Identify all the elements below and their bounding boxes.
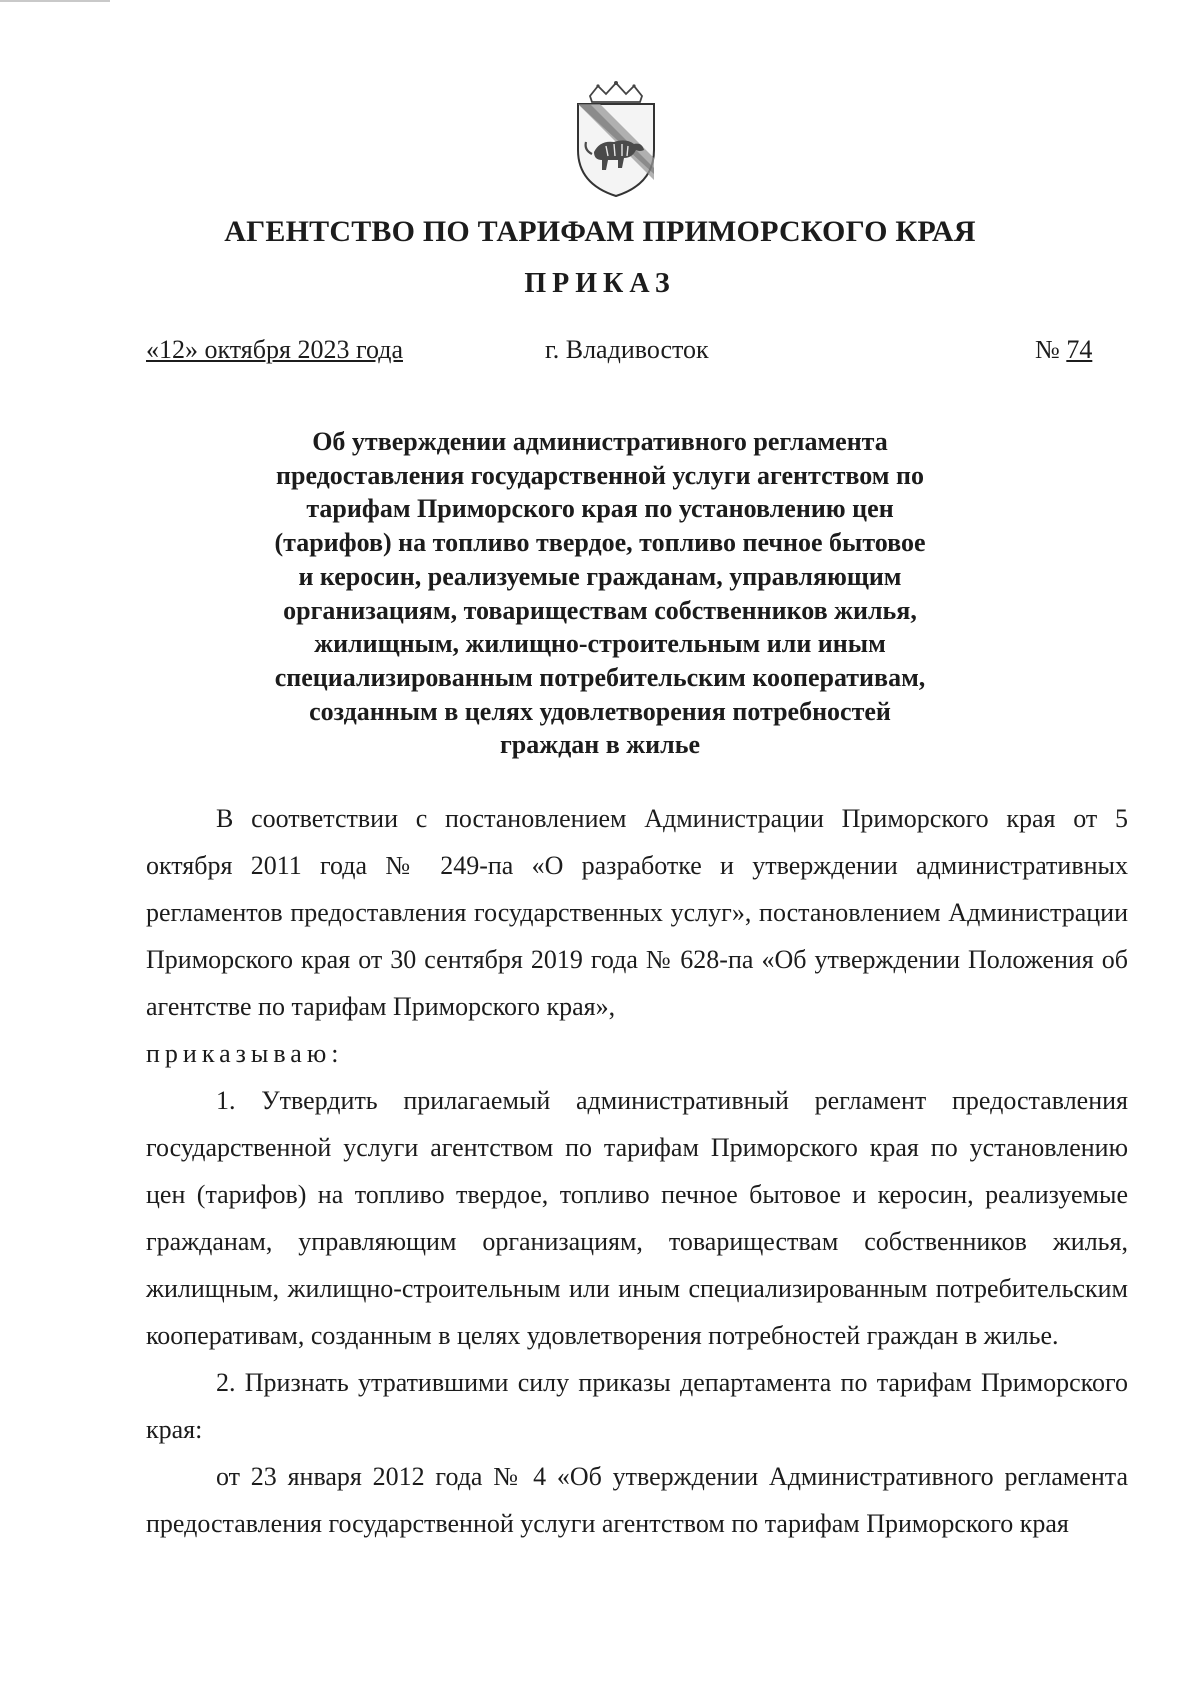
heading-line: созданным в целях удовлетворения потребностей (309, 696, 891, 726)
coat-of-arms-icon (570, 80, 662, 198)
item-1-paragraph: 1. Утвердить прилагаемый административный регламент предоставления государственной услуги агентством по тарифам Приморского края по установлению цен (тарифов) на топливо твердое, топливо печное бытовое и керосин, реализуемые гражданам, управляющим организациям, товариществам собственников жилья, жилищным, жилищно-строительным или иным специализированным потребительским кооперативам, созданным в целях удовлетворения потребностей граждан в жилье. (146, 1086, 1128, 1350)
preamble-paragraph (146, 795, 1128, 1030)
order-heading (250, 425, 950, 762)
item-2-paragraph: 2. Признать утратившими силу приказы департамента по тарифам Приморского края: (146, 1368, 1128, 1444)
order-number-value: 74 (1066, 335, 1093, 364)
item-2-sub-1-paragraph: от 23 января 2012 года № 4 «Об утверждении Административного регламента предоставления государственной услуги агентством по тарифам Приморского края (146, 1462, 1128, 1538)
heading-line: тарифам Приморского края по установлению цен (306, 494, 894, 524)
preamble-text: В соответствии с постановлением Администрации Приморского края от 5 октября 2011 года № 249-па «О разработке и утверждении административных регламентов предоставления государственных услуг», постановлением Администрации Приморского края от 30 сентября 2019 года № 628-па «Об утверждении Положения об агентстве по тарифам Приморского края», (146, 804, 1128, 1021)
organization-title: АГЕНТСТВО ПО ТАРИФАМ ПРИМОРСКОГО КРАЯ (224, 215, 976, 248)
document-type-title: ПРИКАЗ (524, 268, 676, 299)
order-word-paragraph (146, 1030, 1128, 1077)
heading-line: жилищным, жилищно-строительным или иным (314, 629, 886, 659)
order-number (1035, 334, 1092, 366)
heading-line: предоставления государственной услуги агентством по (276, 460, 924, 490)
order-body (146, 795, 1128, 1547)
heading-line: Об утверждении административного регламента (312, 427, 888, 456)
heading-line: и керосин, реализуемые гражданам, управляющим (298, 561, 902, 591)
heading-line: специализированным потребительским кооперативам, (274, 662, 926, 692)
order-number-prefix: № (1035, 335, 1060, 364)
order-date: «12» октября 2023 года (146, 335, 403, 364)
heading-line: организациям, товариществам собственников жилья, (283, 595, 917, 625)
heading-line: граждан в жилье (499, 730, 700, 760)
order-city: г. Владивосток (545, 335, 709, 364)
order-word: приказываю: (146, 1039, 344, 1068)
scan-edge-mark (0, 0, 110, 2)
heading-line: (тарифов) на топливо твердое, топливо печное бытовое (274, 528, 926, 558)
